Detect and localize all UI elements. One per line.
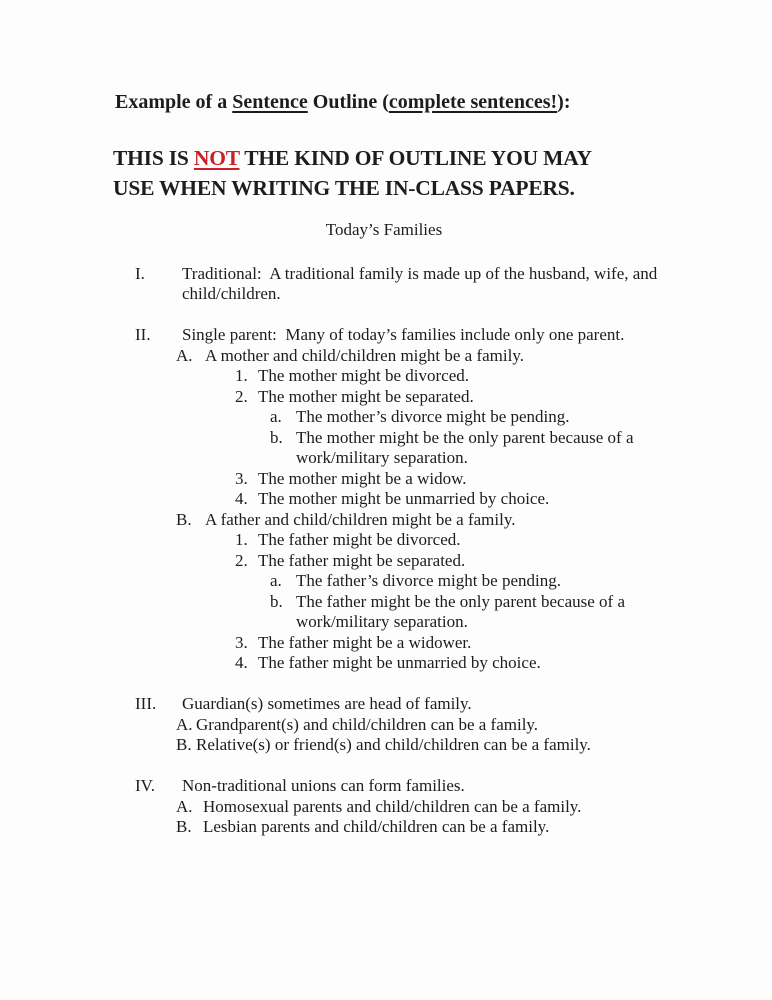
title-text: Example of a	[115, 91, 233, 113]
item-text: Non-traditional unions can form families.	[182, 776, 465, 795]
item-marker: B.	[176, 509, 192, 529]
item-marker: 3.	[235, 632, 248, 652]
item-text: A father and child/children might be a family.	[205, 509, 516, 529]
outline-item	[0, 551, 772, 572]
item-text: Homosexual parents and child/children can be a family.	[203, 796, 582, 816]
item-text: Single parent: Many of today’s families include only one parent.	[182, 325, 625, 344]
outline-section-4	[0, 776, 772, 838]
title-text: Outline (	[307, 91, 389, 113]
item-text: A mother and child/children might be a family.	[205, 345, 524, 365]
item-marker: 1.	[235, 530, 248, 549]
item-marker: A.	[176, 345, 193, 365]
item-marker: A.	[176, 714, 193, 734]
item-text: Lesbian parents and child/children can be a family.	[203, 817, 550, 836]
item-text: The mother might be divorced.	[258, 366, 470, 385]
item-marker: 2.	[235, 386, 248, 406]
outline-item	[0, 428, 772, 469]
item-marker: III.	[135, 694, 157, 713]
warning-text-line2: USE WHEN WRITING THE IN-CLASS PAPERS.	[113, 176, 575, 200]
item-text: The father might be unmarried by choice.	[258, 653, 541, 672]
outline-item	[0, 346, 772, 367]
item-text: The mother might be unmarried by choice.	[258, 489, 550, 508]
item-text: Relative(s) or friend(s) and child/children can be a family.	[196, 735, 591, 754]
outline-item	[0, 735, 772, 756]
item-marker: b.	[270, 427, 283, 447]
outline-item	[0, 366, 772, 387]
outline-item	[0, 817, 772, 838]
item-marker: II.	[135, 325, 151, 344]
outline-item	[0, 797, 772, 818]
item-marker: 1.	[235, 366, 248, 385]
outline-item	[0, 469, 772, 490]
item-marker: 4.	[235, 653, 248, 672]
item-text: The father might be divorced.	[258, 530, 461, 549]
item-text: The father might be separated.	[258, 550, 466, 570]
outline-item	[0, 776, 772, 797]
outline-item	[0, 653, 772, 674]
outline-section-3	[0, 694, 772, 756]
item-text: The mother might be separated.	[258, 386, 474, 406]
outline-item	[0, 592, 772, 633]
item-text: The mother’s divorce might be pending.	[296, 407, 570, 426]
warning-text: THIS IS	[113, 146, 194, 170]
title-text: ):	[557, 91, 571, 113]
item-marker: b.	[270, 591, 283, 611]
item-marker: a.	[270, 571, 282, 590]
item-text: The father’s divorce might be pending.	[296, 571, 561, 590]
item-marker: 2.	[235, 550, 248, 570]
outline	[0, 264, 772, 838]
title-underlined-word: Sentence	[232, 91, 308, 113]
outline-heading: Today’s Families	[325, 220, 443, 239]
warning-text: THE KIND OF OUTLINE YOU MAY	[239, 146, 592, 170]
item-marker: A.	[176, 796, 193, 816]
item-text: Guardian(s) sometimes are head of family.	[182, 694, 472, 713]
warning-heading	[113, 143, 732, 203]
item-text: The mother might be the only parent because of a work/military separation.	[296, 427, 638, 467]
outline-item	[0, 530, 772, 551]
item-marker: B.	[176, 735, 192, 754]
item-text: Traditional: A traditional family is made up of the husband, wife, and child/children.	[182, 263, 662, 303]
outline-item	[0, 571, 772, 592]
item-marker: IV.	[135, 776, 155, 795]
outline-item	[0, 510, 772, 531]
item-marker: a.	[270, 407, 282, 426]
item-marker: B.	[176, 817, 192, 836]
item-text: Grandparent(s) and child/children can be a family.	[196, 714, 539, 734]
title-underlined-phrase: complete sentences!	[388, 91, 558, 113]
item-text: The father might be the only parent because of a work/military separation.	[296, 591, 630, 631]
document-title	[115, 90, 732, 114]
outline-item	[0, 694, 772, 715]
item-marker: 4.	[235, 489, 248, 508]
item-text: The father might be a widower.	[258, 632, 472, 652]
outline-item	[0, 387, 772, 408]
outline-section-1	[0, 264, 772, 305]
outline-item	[0, 633, 772, 654]
outline-item	[0, 489, 772, 510]
outline-item	[0, 407, 772, 428]
item-text: The mother might be a widow.	[258, 468, 467, 488]
item-marker: I.	[135, 263, 145, 283]
item-marker: 3.	[235, 468, 248, 488]
outline-item	[0, 715, 772, 736]
outline-item	[0, 264, 772, 305]
outline-item	[0, 325, 772, 346]
outline-section-2	[0, 325, 772, 674]
warning-not-word: NOT	[193, 146, 240, 170]
